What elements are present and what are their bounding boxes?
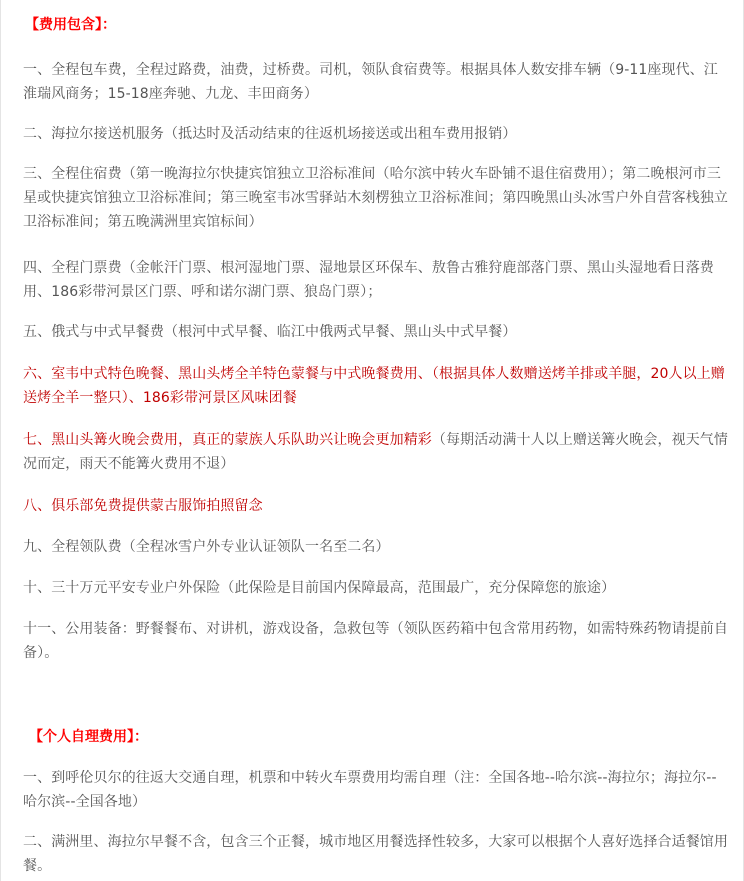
section-heading-self-paid: 【个人自理费用】： (29, 729, 148, 745)
fee-item-8: 八、俱乐部免费提供蒙古服饰拍照留念 (23, 498, 263, 514)
fee-item-1: 一、全程包车费，全程过路费，油费，过桥费。司机，领队食宿费等。根据具体人数安排车辆（9-11座现代、江淮瑞风商务；15-18座奔驰、九龙、丰田商务） (23, 62, 718, 102)
section-heading-fees-included: 【费用包含】： (25, 17, 116, 33)
fee-item-10: 十、三十万元平安专业户外保险（此保险是目前国内保障最高，范围最广，充分保障您的旅途） (23, 580, 616, 596)
fee-item-11: 十一、公用装备：野餐餐布、对讲机，游戏设备，急救包等（领队医药箱中包含常用药物，如需特殊药物请提前自备）。 (23, 621, 728, 661)
self-paid-item-1: 一、到呼伦贝尔的往返大交通自理，机票和中转火车票费用均需自理（注：全国各地--哈尔滨--海拉尔；海拉尔--哈尔滨--全国各地） (23, 770, 717, 810)
fee-item-3: 三、全程住宿费（第一晚海拉尔快捷宾馆独立卫浴标准间（哈尔滨中转火车卧铺不退住宿费用）；第二晚根河市三星或快捷宾馆独立卫浴标准间；第三晚室韦冰雪驿站木刻楞独立卫浴标准间；第四晚黑山头冰雪户外自营客栈独立卫浴标准间；第五晚满洲里宾馆标间） (23, 166, 728, 230)
fee-item-2: 二、海拉尔接送机服务（抵达时及活动结束的往返机场接送或出租车费用报销） (23, 126, 517, 142)
fee-item-5: 五、俄式与中式早餐费（根河中式早餐、临江中俄两式早餐、黑山头中式早餐） (23, 324, 517, 340)
fee-item-9: 九、全程领队费（全程冰雪户外专业认证领队一名至二名） (23, 539, 390, 555)
fee-item-7-note: （每期活动满十人以上赠送篝火晚会，视天气情况而定，雨天不能篝火费用不退） (23, 432, 729, 472)
fee-item-4: 四、全程门票费（金帐汗门票、根河湿地门票、湿地景区环保车、敖鲁古雅狩鹿部落门票、黑山头湿地看日落费用、186彩带河景区门票、呼和诺尔湖门票、狼岛门票）； (23, 260, 714, 300)
fee-item-7 (23, 428, 729, 476)
fee-item-7-main: 七、黑山头篝火晚会费用，真正的蒙族人乐队助兴让晚会更加精彩 (23, 432, 432, 448)
fee-item-6: 六、室韦中式特色晚餐、黑山头烤全羊特色蒙餐与中式晚餐费用、（根据具体人数赠送烤羊排或羊腿，20人以上赠送烤全羊一整只）、186彩带河景区风味团餐 (23, 366, 725, 406)
self-paid-item-2: 二、满洲里、海拉尔早餐不含，包含三个正餐，城市地区用餐选择性较多，大家可以根据个人喜好选择合适餐馆用餐。 (23, 834, 728, 874)
